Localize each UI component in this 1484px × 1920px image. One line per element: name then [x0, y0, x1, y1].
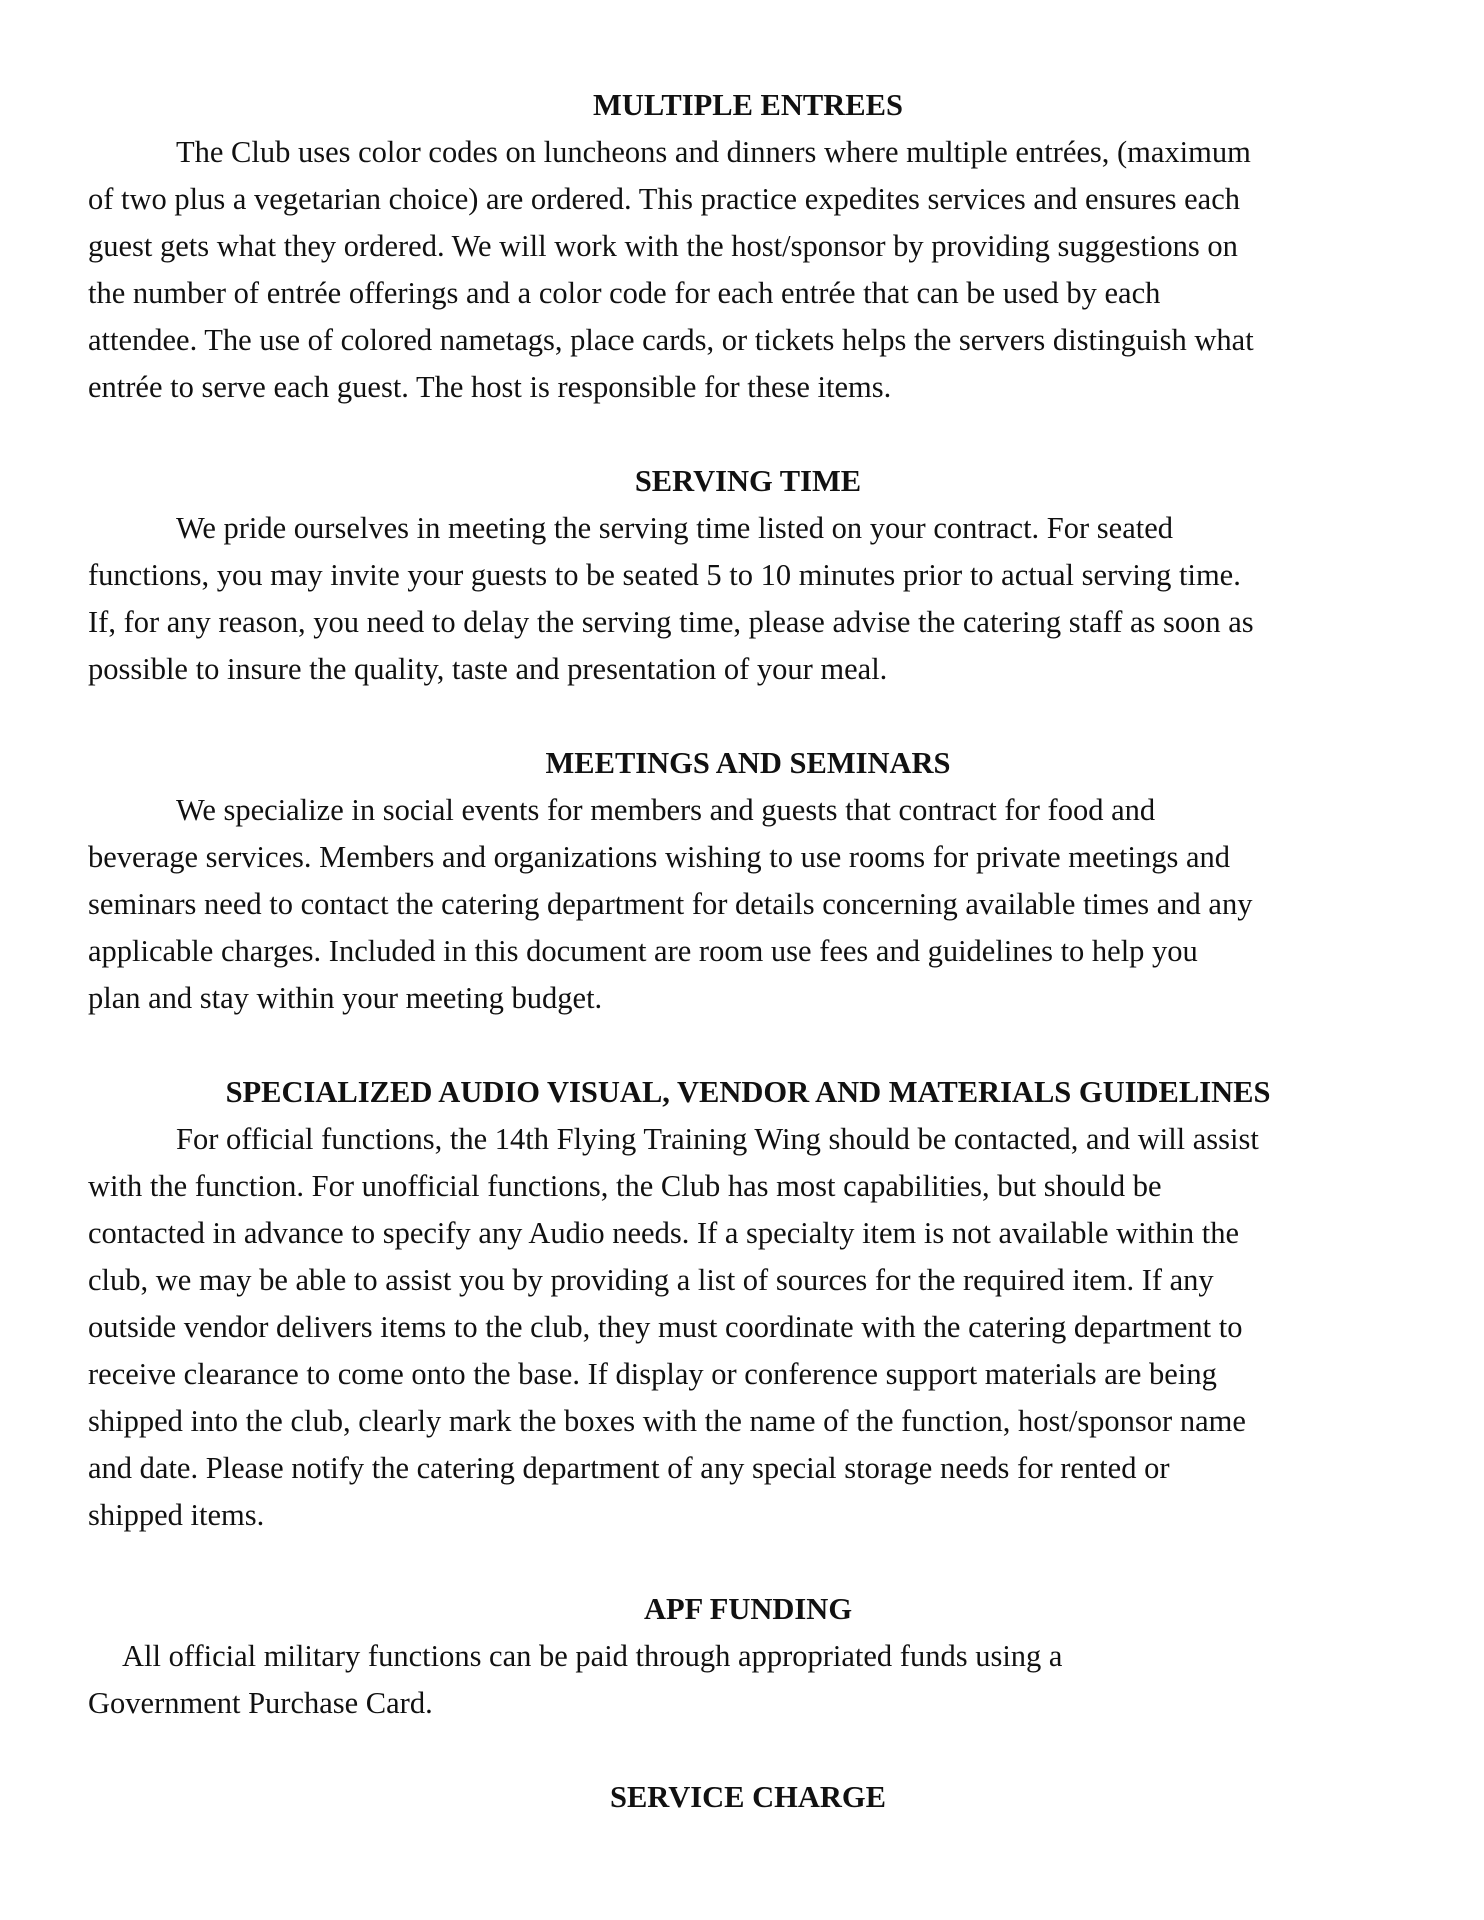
paragraph-line: beverage services. Members and organizations wishing to use rooms for private meetings and [88, 840, 1231, 874]
document-page [88, 82, 1408, 1868]
paragraph-line: functions, you may invite your guests to be seated 5 to 10 minutes prior to actual serving time. [88, 558, 1241, 592]
section-heading: SERVING TIME [634, 464, 862, 498]
paragraph-line: We specialize in social events for members and guests that contract for food and [176, 793, 1156, 827]
section-heading: SERVICE CHARGE [609, 1780, 887, 1814]
section-audio-visual-guidelines [88, 1069, 1408, 1539]
paragraph-line: contacted in advance to specify any Audio needs. If a specialty item is not available within the [88, 1216, 1240, 1250]
section-heading: SPECIALIZED AUDIO VISUAL, VENDOR AND MATERIALS GUIDELINES [225, 1075, 1271, 1109]
paragraph-line: The Club uses color codes on luncheons and dinners where multiple entrées, (maximum [176, 135, 1251, 169]
paragraph-line: receive clearance to come onto the base. If display or conference support materials are being [88, 1357, 1217, 1391]
section-serving-time [88, 458, 1408, 693]
paragraph-line: outside vendor delivers items to the club, they must coordinate with the catering department to [88, 1310, 1243, 1344]
section-paragraph [88, 1116, 1408, 1539]
paragraph-line: entrée to serve each guest. The host is responsible for these items. [88, 370, 892, 404]
section-meetings-and-seminars [88, 740, 1408, 1022]
section-paragraph [88, 129, 1408, 411]
section-paragraph [88, 1633, 1408, 1727]
section-heading: MULTIPLE ENTREES [593, 88, 903, 122]
paragraph-line: applicable charges. Included in this document are room use fees and guidelines to help you [88, 934, 1198, 968]
paragraph-line: seminars need to contact the catering department for details concerning available times and any [88, 887, 1253, 921]
paragraph-line: possible to insure the quality, taste and presentation of your meal. [88, 652, 888, 686]
paragraph-line: club, we may be able to assist you by providing a list of sources for the required item. If any [88, 1263, 1214, 1297]
section-heading: APF FUNDING [643, 1592, 853, 1626]
paragraph-line: shipped into the club, clearly mark the boxes with the name of the function, host/sponsor name [88, 1404, 1246, 1438]
paragraph-line: shipped items. [88, 1498, 265, 1532]
section-multiple-entrees [88, 82, 1408, 411]
paragraph-line: If, for any reason, you need to delay the serving time, please advise the catering staff as soon as [88, 605, 1254, 639]
paragraph-line: the number of entrée offerings and a color code for each entrée that can be used by each [88, 276, 1161, 310]
paragraph-line: guest gets what they ordered. We will work with the host/sponsor by providing suggestions on [88, 229, 1238, 263]
paragraph-line: of two plus a vegetarian choice) are ordered. This practice expedites services and ensures each [88, 182, 1240, 216]
section-apf-funding [88, 1586, 1408, 1727]
paragraph-line: plan and stay within your meeting budget. [88, 981, 603, 1015]
paragraph-line: and date. Please notify the catering department of any special storage needs for rented or [88, 1451, 1170, 1485]
paragraph-line: attendee. The use of colored nametags, place cards, or tickets helps the servers distinguish what [88, 323, 1254, 357]
section-heading: MEETINGS AND SEMINARS [545, 746, 951, 780]
section-service-charge [88, 1774, 1408, 1821]
paragraph-line: For official functions, the 14th Flying Training Wing should be contacted, and will assist [176, 1122, 1259, 1156]
section-paragraph [88, 787, 1408, 1022]
paragraph-line: All official military functions can be paid through appropriated funds using a [122, 1639, 1063, 1673]
paragraph-line: We pride ourselves in meeting the serving time listed on your contract. For seated [176, 511, 1173, 545]
section-paragraph [88, 505, 1408, 693]
paragraph-line: with the function. For unofficial functions, the Club has most capabilities, but should be [88, 1169, 1162, 1203]
paragraph-line: Government Purchase Card. [88, 1686, 433, 1720]
